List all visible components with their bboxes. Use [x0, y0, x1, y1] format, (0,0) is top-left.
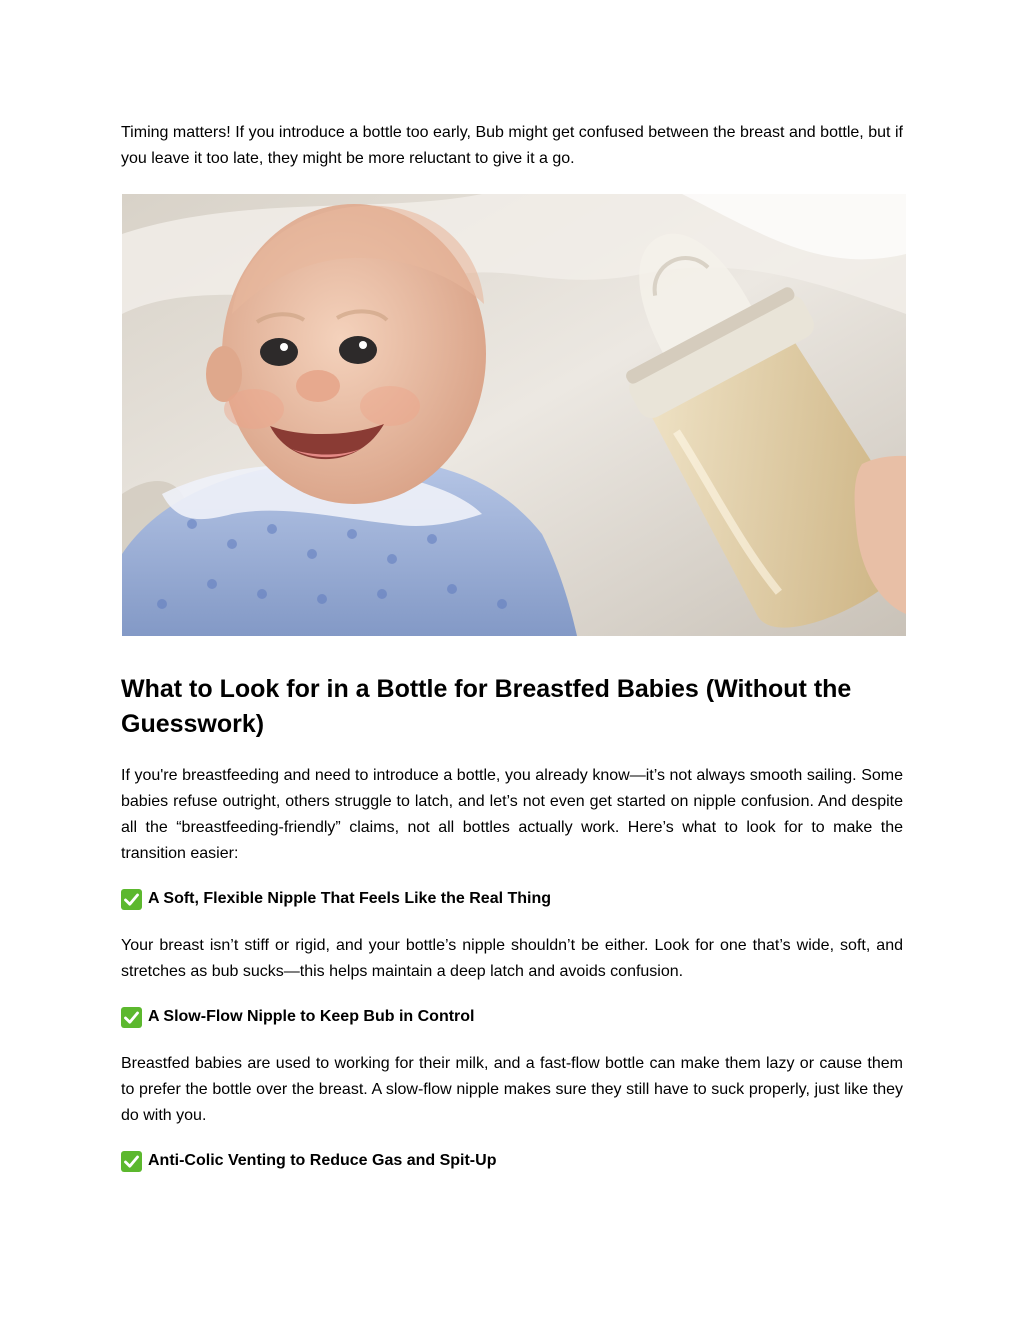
- lead-paragraph: If you're breastfeeding and need to introduce a bottle, you already know—it’s not always smooth sailing. Some babies refuse outright, others struggle to latch, and let’s not even get started on nipple confusion. And despite all the “breastfeeding-friendly” claims, not all bottles actually work. Here’s what to look for to make the transition easier:: [121, 767, 903, 862]
- check-mark-icon: [121, 1007, 142, 1028]
- soft-nipple-paragraph: Your breast isn’t stiff or rigid, and your bottle’s nipple shouldn’t be either. Look for one that’s wide, soft, and stretches as bub sucks—this helps maintain a deep latch and avoids confusion.: [121, 937, 903, 980]
- subheading-label: A Slow-Flow Nipple to Keep Bub in Control: [148, 1008, 475, 1025]
- subheading-soft-nipple: [121, 887, 903, 911]
- subheading-anti-colic: [121, 1149, 903, 1173]
- slow-flow-paragraph: Breastfed babies are used to working for their milk, and a fast-flow bottle can make them lazy or cause them to prefer the bottle over the breast. A slow-flow nipple makes sure they still have to suck properly, just like they do with you.: [121, 1055, 903, 1124]
- check-mark-icon: [121, 1151, 142, 1172]
- check-mark-icon: [121, 889, 142, 910]
- intro-paragraph: Timing matters! If you introduce a bottle too early, Bub might get confused between the breast and bottle, but if you leave it too late, they might be more reluctant to give it a go.: [121, 124, 903, 167]
- subheading-slow-flow: [121, 1005, 903, 1029]
- subheading-label: A Soft, Flexible Nipple That Feels Like the Real Thing: [148, 890, 552, 907]
- subheading-label: Anti-Colic Venting to Reduce Gas and Spit-Up: [148, 1152, 497, 1169]
- baby-with-bottle-photo: [122, 194, 906, 636]
- hero-image: [122, 194, 906, 636]
- section-heading: What to Look for in a Bottle for Breastfed Babies (Without the Guesswork): [121, 675, 852, 738]
